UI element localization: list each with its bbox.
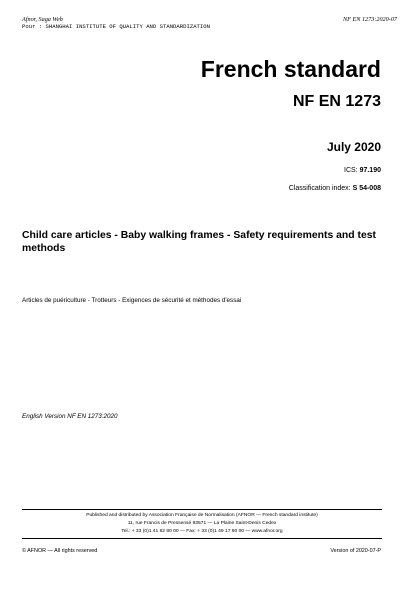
doc-type: French standard xyxy=(200,56,381,82)
publisher-line-3: Tel.: + 33 (0)1 41 62 80 00 — Fax: + 33 (0)1 49 17 90 00 — www.afnor.org xyxy=(121,529,283,534)
title-english: Child care articles - Baby walking frames - Safety requirements and test methods xyxy=(22,230,376,254)
ics-line xyxy=(344,167,381,174)
classification-line xyxy=(289,185,381,192)
footer-copyright: © AFNOR — All rights reserved xyxy=(22,548,98,554)
header-source-block xyxy=(22,16,210,30)
header-licensee: Pour : SHANGHAI INSTITUTE OF QUALITY AND STANDARDIZATION xyxy=(22,23,210,30)
doc-date: July 2020 xyxy=(326,140,381,154)
doc-number: NF EN 1273 xyxy=(292,93,381,110)
ics-label: ICS: xyxy=(344,167,360,174)
header-reference: NF EN 1273:2020-07 xyxy=(343,16,397,23)
footer-version: Version of 2020-07-P xyxy=(330,548,381,554)
publisher-rule-top xyxy=(22,509,382,510)
publisher-line-2: 11, rue Francis de Pressensé 93571 — La Plaine Saint-Denis Cedex xyxy=(127,521,277,526)
publisher-line-1: Published and distributed by Association Française de Normalisation (AFNOR — French standard institute) xyxy=(86,513,318,518)
publisher-block xyxy=(22,512,382,536)
publisher-rule-bottom xyxy=(22,538,382,539)
header-source: Afnor, Saga Web xyxy=(22,16,63,23)
version-note: English Version NF EN 1273:2020 xyxy=(22,413,118,420)
ics-value: 97.190 xyxy=(359,167,381,174)
classification-label: Classification index: xyxy=(288,185,353,192)
classification-value: S 54-008 xyxy=(352,185,381,192)
title-french: Articles de puériculture - Trotteurs - Exigences de sécurité et méthodes d'essai xyxy=(22,297,242,304)
